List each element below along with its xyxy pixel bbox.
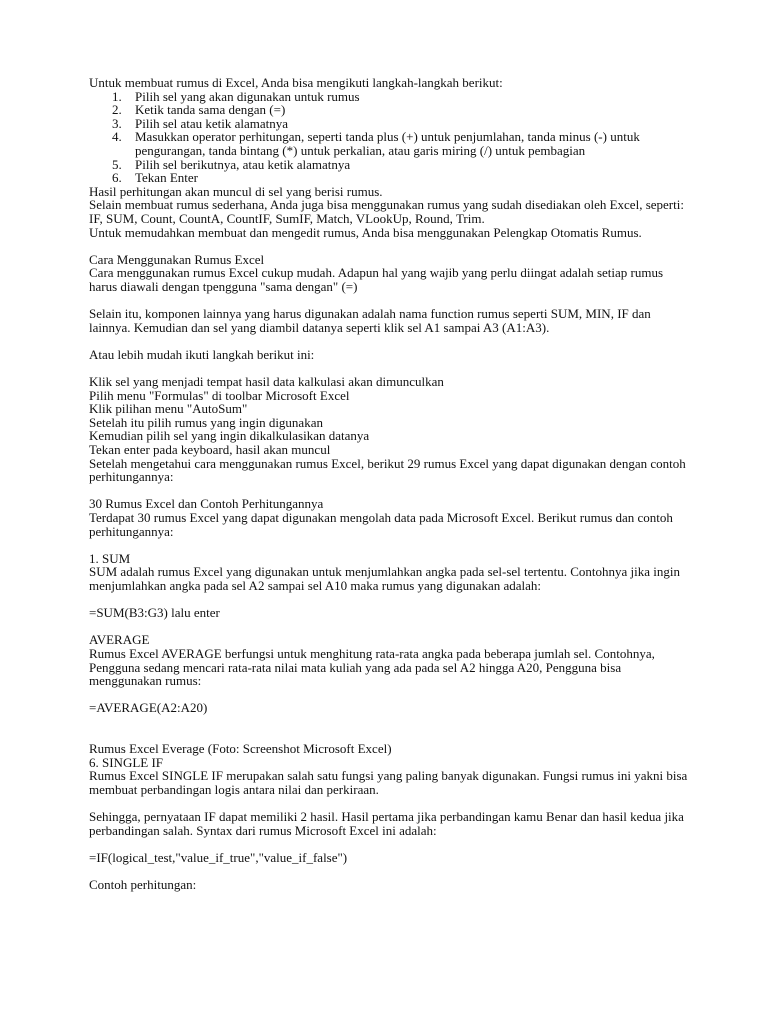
- image-caption: Rumus Excel Everage (Foto: Screenshot Microsoft Excel): [89, 741, 392, 757]
- autosum-step: Klik sel yang menjadi tempat hasil data kalkulasi akan dimunculkan: [89, 374, 444, 390]
- ready-formulas-text: Selain membuat rumus sederhana, Anda juga bisa menggunakan rumus yang sudah disediakan oleh Excel, seperti:: [89, 197, 684, 213]
- list-number: 3.: [112, 115, 122, 131]
- section-paragraph: Terdapat 30 rumus Excel yang dapat digunakan mengolah data pada Microsoft Excel. Berikut rumus dan contoh perhitungannya:: [89, 510, 673, 539]
- if-formula: =IF(logical_test,"value_if_true","value_if_false"): [89, 849, 348, 865]
- list-item: [89, 158, 688, 172]
- autocomplete-text: Untuk memudahkan membuat dan mengedit rumus, Anda bisa menggunakan Pelengkap Otomatis Rumus.: [89, 224, 642, 240]
- section-paragraph: Cara menggunakan rumus Excel cukup mudah. Adapun hal yang wajib yang perlu diingat adalah setiap rumus harus diawali dengan tpengguna "sama dengan" (=): [89, 265, 664, 294]
- autosum-step: Setelah itu pilih rumus yang ingin digunakan: [89, 414, 323, 430]
- list-number: 2.: [112, 102, 122, 118]
- autosum-step: Klik pilihan menu "AutoSum": [89, 401, 248, 417]
- list-number: 4.: [112, 129, 122, 145]
- autosum-step: Pilih menu "Formulas" di toolbar Microsoft Excel: [89, 387, 350, 403]
- single-if-paragraph: Rumus Excel SINGLE IF merupakan salah satu fungsi yang paling banyak digunakan. Fungsi rumus ini yakni bisa membuat perbandingan logis antara nilai dan perkiraan.: [89, 768, 688, 797]
- list-item: [89, 130, 688, 157]
- list-item-text: Ketik tanda sama dengan (=): [135, 102, 286, 118]
- average-paragraph: Rumus Excel AVERAGE berfungsi untuk menghitung rata-rata angka pada beberapa jumlah sel. Contohnya, Pengguna sedang mencari rata-rata nilai mata kuliah yang ada pada sel A2 hingga A20, Pengguna bisa menggunakan rumus:: [89, 645, 655, 689]
- example-label: Contoh perhitungan:: [89, 877, 197, 893]
- single-if-heading: 6. SINGLE IF: [89, 754, 164, 770]
- list-item-text: Pilih sel berikutnya, atau ketik alamatnya: [135, 156, 351, 172]
- steps-list: [89, 90, 688, 185]
- list-item-text: Tekan Enter: [135, 170, 198, 186]
- list-item: [89, 90, 688, 104]
- intro-text: Untuk membuat rumus di Excel, Anda bisa mengikuti langkah-langkah berikut:: [89, 75, 503, 90]
- single-if-paragraph: Sehingga, pernyataan IF dapat memiliki 2 hasil. Hasil pertama jika perbandingan kamu Benar dan hasil kedua jika perbandingan salah. Syntax dari rumus Microsoft Excel ini adalah:: [89, 809, 684, 838]
- components-paragraph: Selain itu, komponen lainnya yang harus digunakan adalah nama function rumus seperti SUM, MIN, IF dan lainnya. Kemudian dan sel yang diambil datanya seperti klik sel A1 sampai A3 (A1:A3).: [89, 306, 651, 335]
- list-item-text: Pilih sel yang akan digunakan untuk rumus: [135, 88, 360, 104]
- autosum-step: Kemudian pilih sel yang ingin dikalkulasikan datanya: [89, 428, 370, 444]
- list-item-text: Pilih sel atau ketik alamatnya: [135, 115, 289, 131]
- sum-formula: =SUM(B3:G3) lalu enter: [89, 605, 220, 621]
- list-item-text: Masukkan operator perhitungan, seperti tanda plus (+) untuk penjumlahan, tanda minus (-) untuk pengurangan, tanda bintang (*) untuk perkalian, atau garis miring (/) untuk pembagian: [135, 129, 640, 158]
- result-note: Hasil perhitungan akan muncul di sel yang berisi rumus.: [89, 183, 383, 199]
- after-know-paragraph: Setelah mengetahui cara menggunakan rumus Excel, berikut 29 rumus Excel yang dapat digunakan dengan contoh perhitungannya:: [89, 455, 686, 485]
- easier-text: Atau lebih mudah ikuti langkah berikut ini:: [89, 346, 315, 362]
- section-heading: Cara Menggunakan Rumus Excel: [89, 251, 265, 267]
- sum-paragraph: SUM adalah rumus Excel yang digunakan untuk menjumlahkan angka pada sel-sel tertentu. Contohnya jika ingin menjumlahkan angka pada sel A2 sampai sel A10 maka rumus yang digunakan adalah:: [89, 564, 680, 593]
- list-item: [89, 171, 688, 185]
- list-number: 5.: [112, 156, 122, 172]
- average-heading: AVERAGE: [89, 632, 150, 648]
- list-number: 6.: [112, 170, 122, 186]
- autosum-step: Tekan enter pada keyboard, hasil akan muncul: [89, 442, 331, 458]
- list-number: 1.: [112, 88, 122, 104]
- sum-heading: 1. SUM: [89, 550, 131, 566]
- list-item: [89, 117, 688, 131]
- section-heading: 30 Rumus Excel dan Contoh Perhitungannya: [89, 496, 324, 512]
- list-item: [89, 103, 688, 117]
- formula-list-text: IF, SUM, Count, CountA, CountIF, SumIF, Match, VLookUp, Round, Trim.: [89, 210, 485, 226]
- average-formula: =AVERAGE(A2:A20): [89, 700, 208, 716]
